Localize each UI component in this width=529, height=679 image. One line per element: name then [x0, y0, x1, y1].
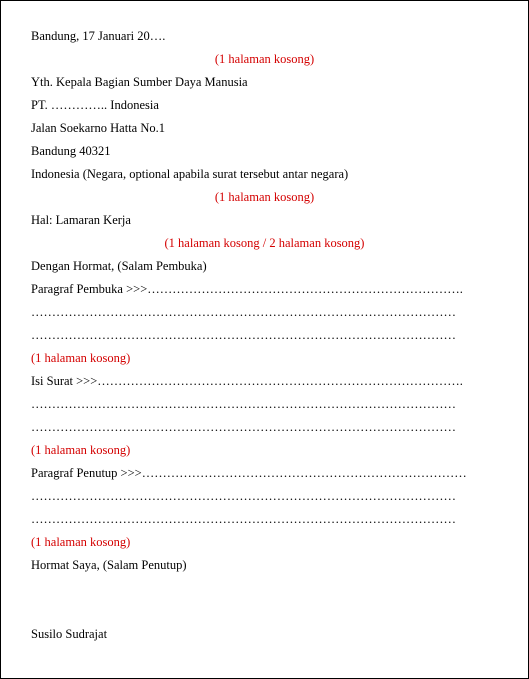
complimentary-close: Hormat Saya, (Salam Penutup)	[31, 558, 187, 572]
body-paragraph-line: Isi Surat >>>…………………………………………………………………………….	[31, 374, 463, 388]
closing-paragraph-line: …………………………………………………………………………………………	[31, 489, 456, 503]
blank-line-note: (1 halaman kosong / 2 halaman kosong)	[164, 236, 365, 250]
opening-paragraph-line: …………………………………………………………………………………………	[31, 328, 456, 342]
recipient-city: Bandung 40321	[31, 144, 111, 158]
recipient-country: Indonesia (Negara, optional apabila surat tersebut antar negara)	[31, 167, 349, 181]
recipient-street: Jalan Soekarno Hatta No.1	[31, 121, 165, 135]
opening-paragraph-line: Paragraf Pembuka >>>………………………………………………………………….	[31, 282, 463, 296]
blank-line-note: (1 halaman kosong)	[31, 443, 131, 457]
blank-line-note: (1 halaman kosong)	[31, 351, 131, 365]
date-line: Bandung, 17 Januari 20….	[31, 29, 166, 43]
subject-line: Hal: Lamaran Kerja	[31, 213, 131, 227]
salutation: Dengan Hormat, (Salam Pembuka)	[31, 259, 207, 273]
body-paragraph-line: …………………………………………………………………………………………	[31, 420, 456, 434]
body-paragraph-line: …………………………………………………………………………………………	[31, 397, 456, 411]
blank-line-note: (1 halaman kosong)	[214, 52, 315, 66]
blank-line-note: (1 halaman kosong)	[31, 535, 131, 549]
recipient-addressee: Yth. Kepala Bagian Sumber Daya Manusia	[31, 75, 248, 89]
signature-name: Susilo Sudrajat	[31, 627, 108, 641]
opening-paragraph-line: …………………………………………………………………………………………	[31, 305, 456, 319]
closing-paragraph-line: …………………………………………………………………………………………	[31, 512, 456, 526]
closing-paragraph-line: Paragraf Penutup >>>……………………………………………………………………	[31, 466, 467, 480]
recipient-company: PT. ………….. Indonesia	[31, 98, 159, 112]
blank-line-note: (1 halaman kosong)	[214, 190, 315, 204]
